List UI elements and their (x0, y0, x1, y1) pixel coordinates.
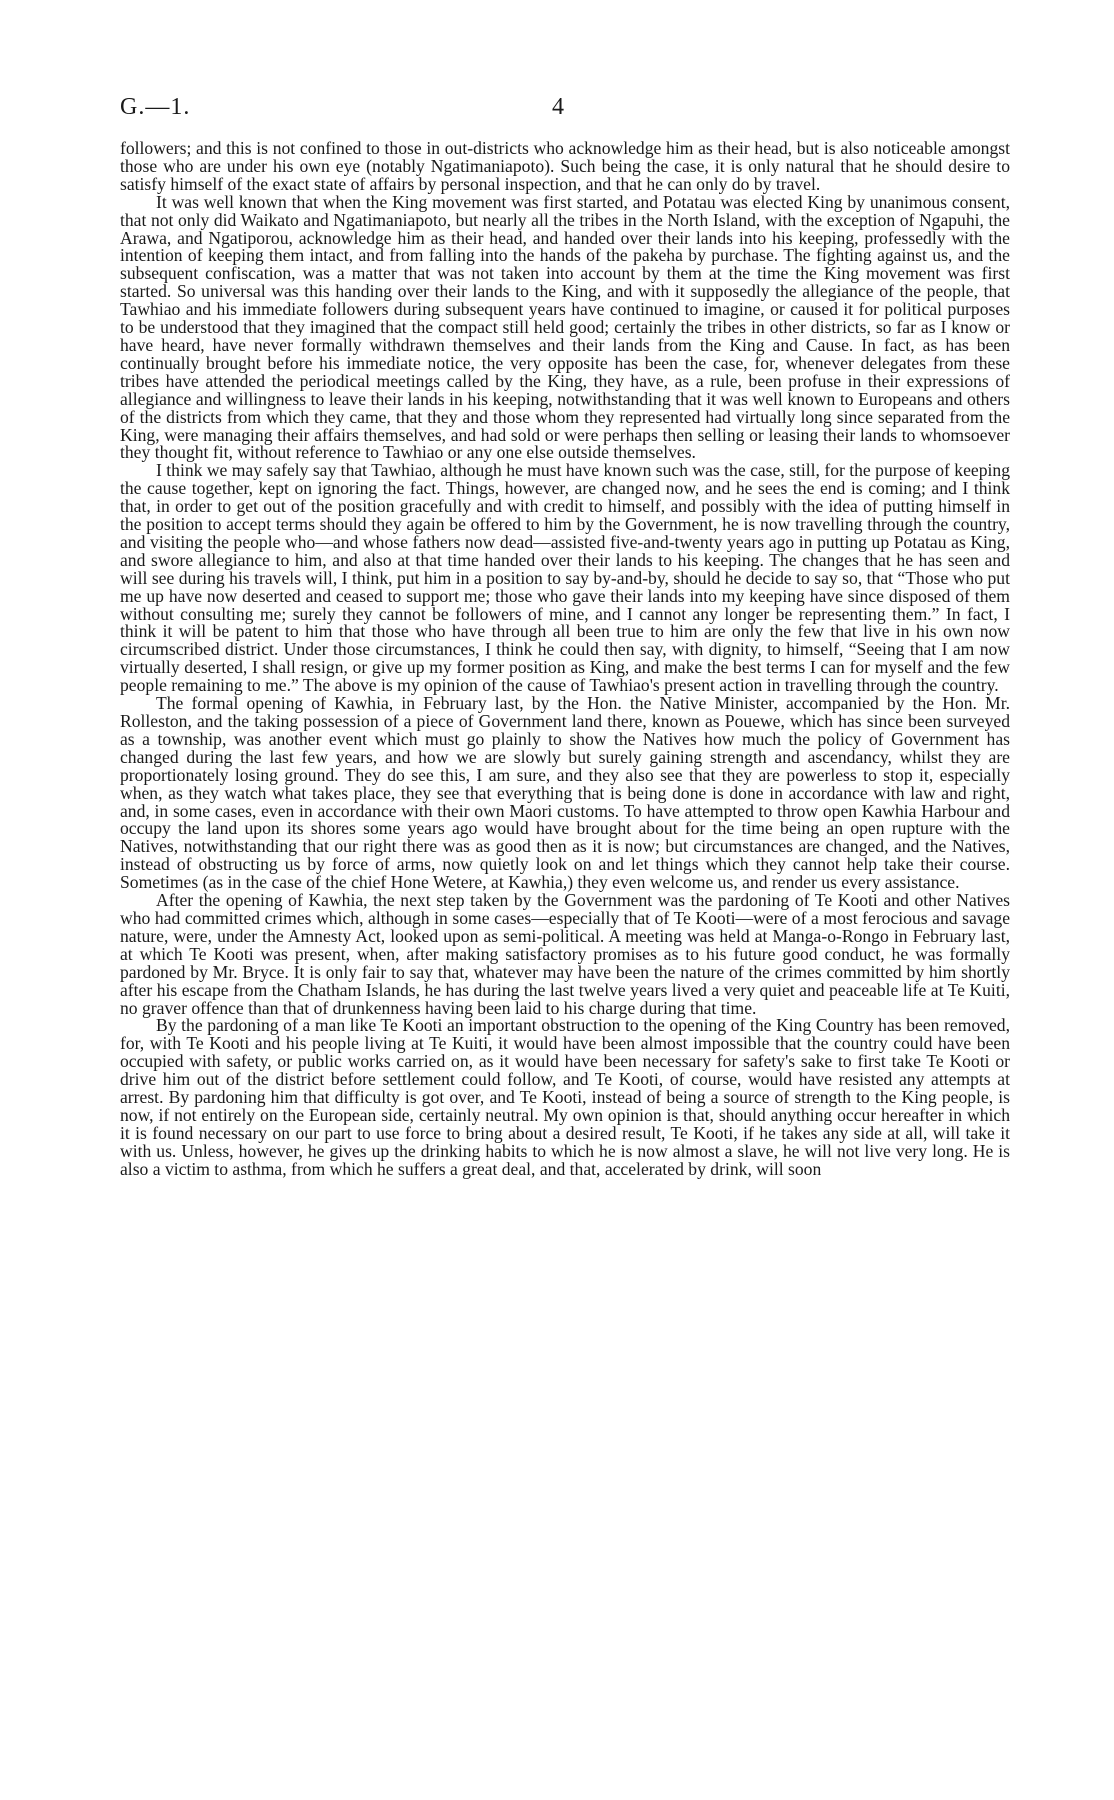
paragraph: By the pardoning of a man like Te Kooti an important obstruction to the opening of the King Country has been removed, for, with Te Kooti and his people living at Te Kuiti, it would have been almost impossible that the country could have been occupied with safety, or public works carried on, as it would have been necessary for safety's sake to first take Te Kooti or drive him out of the district before settlement could follow, and Te Kooti, of course, would have resisted any attempts at arrest. By pardoning him that difficulty is got over, and Te Kooti, instead of being a source of strength to the King people, is now, if not entirely on the European side, certainly neutral. My own opinion is that, should anything occur hereafter in which it is found necessary on our part to use force to bring about a desired result, Te Kooti, if he takes any side at all, will take it with us. Unless, however, he gives up the drinking habits to which he is now almost a slave, he will not live very long. He is also a victim to asthma, from which he suffers a great deal, and that, accelerated by drink, will soon (120, 1015, 1010, 1179)
document-reference: G.—1. (120, 94, 191, 120)
paragraph: I think we may safely say that Tawhiao, although he must have known such was the case, still, for the purpose of keeping the cause together, kept on ignoring the fact. Things, however, are changed now, and he sees the end is coming; and I think that, in order to get out of the position gracefully and with credit to himself, and possibly with the idea of putting himself in the position to accept terms should they again be offered to him by the Government, he is now travelling through the country, and visiting the people who—and whose fathers now dead—assisted five-and-twenty years ago in putting up Potatau as King, and swore allegiance to him, and also at that time handed over their lands to his keeping. The changes that he has seen and will see during his travels will, I think, put him in a position to say by-and-by, should he decide to say so, that “Those who put me up have now deserted and ceased to support me; those who gave their lands into my keeping have since disposed of them without consulting me; surely they cannot be followers of mine, and I cannot any longer be representing them.” In fact, I think it will be patent to him that those who have through all been true to him are only the few that live in his own now circumscribed district. Under those circumstances, I think he could then say, with dignity, to himself, “Seeing that I am now virtually deserted, I shall resign, or give up my former position as King, and make the best terms I can for myself and the few people remaining to me.” The above is my opinion of the cause of Tawhiao's present action in travelling through the country. (120, 460, 1010, 696)
paragraph: followers; and this is not confined to those in out-districts who acknowledge him as their head, but is also noticeable amongst those who are under his own eye (notably Ngatimaniapoto). Such being the case, it is only natural that he should desire to satisfy himself of the exact state of affairs by personal inspection, and that he can only do by travel. (120, 138, 1010, 194)
body-text (120, 140, 1010, 1179)
paragraph: It was well known that when the King movement was first started, and Potatau was elected King by unanimous consent, that not only did Waikato and Ngatimaniapoto, but nearly all the tribes in the North Island, with the exception of Ngapuhi, the Arawa, and Ngatiporou, acknowledge him as their head, and handed over their lands into his keeping, professedly with the intention of keeping them intact, and from falling into the hands of the pakeha by purchase. The fighting against us, and the subsequent confiscation, was a matter that was not taken into account by them at the time the King movement was first started. So universal was this handing over their lands to the King, and with it supposedly the allegiance of the people, that Tawhiao and his immediate followers during subsequent years have continued to imagine, or caused it for political purposes to be understood that they imagined that the compact still held good; certainly the tribes in other districts, so far as I know or have heard, have never formally withdrawn themselves and their lands from the King and Cause. In fact, as has been continually brought before his immediate notice, the very opposite has been the case, for, whenever delegates from these tribes have attended the periodical meetings called by the King, they have, as a rule, been profuse in their expressions of allegiance and willingness to leave their lands in his keeping, notwithstanding that it was well known to Europeans and others of the districts from which they came, that they and those whom they represented had virtually long since separated from the King, were managing their affairs themselves, and had sold or were perhaps then selling or leasing their lands to whomsoever they thought fit, without reference to Tawhiao or any one else outside themselves. (120, 191, 1010, 463)
page-number: 4 (552, 94, 564, 120)
paragraph: The formal opening of Kawhia, in February last, by the Hon. the Native Minister, accompanied by the Hon. Mr. Rolleston, and the taking possession of a piece of Government land there, known as Pouewe, which has since been surveyed as a township, was another event which must go plainly to show the Natives how much the policy of Government has changed during the last few years, and how we are slowly but surely gaining strength and ascendancy, whilst they are proportionately losing ground. They do see this, I am sure, and they also see that they are powerless to stop it, especially when, as they watch what takes place, they see that everything that is being done is done in accordance with law and right, and, in some cases, even in accordance with their own Maori customs. To have attempted to throw open Kawhia Harbour and occupy the land upon its shores some years ago would have brought about for the time being an open rupture with the Natives, notwithstanding that our right there was as good then as it is now; but circumstances are changed, and the Natives, instead of obstructing us by force of arms, now quietly look on and let things which they cannot help take their course. Sometimes (as in the case of the chief Hone Wetere, at Kawhia,) they even welcome us, and render us every assistance. (120, 693, 1010, 893)
paragraph: After the opening of Kawhia, the next step taken by the Government was the pardoning of Te Kooti and other Natives who had committed crimes which, although in some cases—especially that of Te Kooti—were of a most ferocious and savage nature, were, under the Amnesty Act, looked upon as semi-political. A meeting was held at Manga-o-Rongo in February last, at which Te Kooti was present, when, after making satisfactory promises as to his future good conduct, he was formally pardoned by Mr. Bryce. It is only fair to say that, whatever may have been the nature of the crimes committed by him shortly after his escape from the Chatham Islands, he has during the last twelve years lived a very quiet and peaceable life at Te Kuiti, no graver offence than that of drunkenness having been laid to his charge during that time. (120, 890, 1010, 1018)
page-header (120, 94, 1010, 128)
